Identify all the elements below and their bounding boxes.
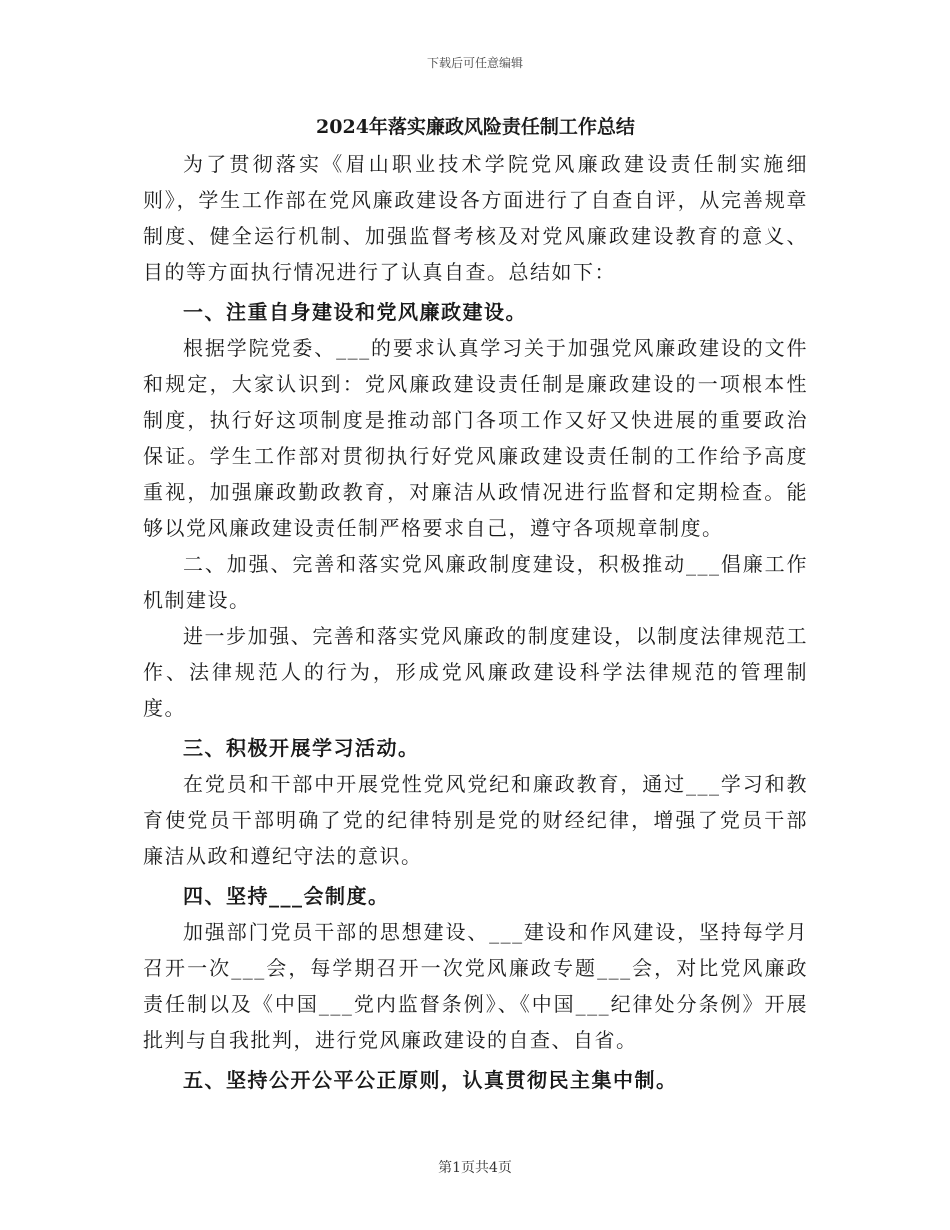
paragraph-section-2-title: 二、加强、完善和落实党风廉政制度建设，积极推动___倡廉工作机制建设。 bbox=[143, 552, 808, 612]
paragraph-intro: 为了贯彻落实《眉山职业技术学院党风廉政建设责任制实施细则》，学生工作部在党风廉政建设各方面进行了自查自评，从完善规章制度、健全运行机制、加强监督考核及对党风廉政建设教育的意义、目的等方面执行情况进行了认真自查。总结如下： bbox=[143, 152, 808, 284]
paragraph-section-4: 加强部门党员干部的思想建设、___建设和作风建设，坚持每学月召开一次___会，每学期召开一次党风廉政专题___会，对比党风廉政责任制以及《中国___党内监督条例》、《中国___纪律处分条例》开展批判与自我批判，进行党风廉政建设的自查、自省。 bbox=[143, 920, 808, 1052]
paragraph-section-1: 根据学院党委、___的要求认真学习关于加强党风廉政建设的文件和规定，大家认识到：党风廉政建设责任制是廉政建设的一项根本性制度，执行好这项制度是推动部门各项工作又好又快进展的重要政治保证。学生工作部对贯彻执行好党风廉政建设责任制的工作给予高度重视，加强廉政勤政教育，对廉洁从政情况进行监督和定期检查。能够以党风廉政建设责任制严格要求自己，遵守各项规章制度。 bbox=[143, 336, 808, 540]
section-heading-3: 三、积极开展学习活动。 bbox=[183, 736, 420, 760]
section-heading-1: 一、注重自身建设和党风廉政建设。 bbox=[183, 300, 527, 324]
section-heading-4: 四、坚持___会制度。 bbox=[183, 884, 390, 908]
document-body bbox=[143, 112, 808, 1098]
section-heading-5: 五、坚持公开公平公正原则，认真贯彻民主集中制。 bbox=[183, 1068, 678, 1092]
page-header: 下载后可任意编辑 bbox=[426, 56, 523, 70]
paragraph-section-3: 在党员和干部中开展党性党风党纪和廉政教育，通过___学习和教育使党员干部明确了党的纪律特别是党的财经纪律，增强了党员干部廉洁从政和遵纪守法的意识。 bbox=[143, 772, 808, 868]
document-title: 2024年落实廉政风险责任制工作总结 bbox=[316, 116, 635, 138]
page-footer: 第1页共4页 bbox=[438, 1160, 512, 1176]
paragraph-section-2: 进一步加强、完善和落实党风廉政的制度建设，以制度法律规范工作、法律规范人的行为，形成党风廉政建设科学法律规范的管理制度。 bbox=[143, 624, 808, 720]
